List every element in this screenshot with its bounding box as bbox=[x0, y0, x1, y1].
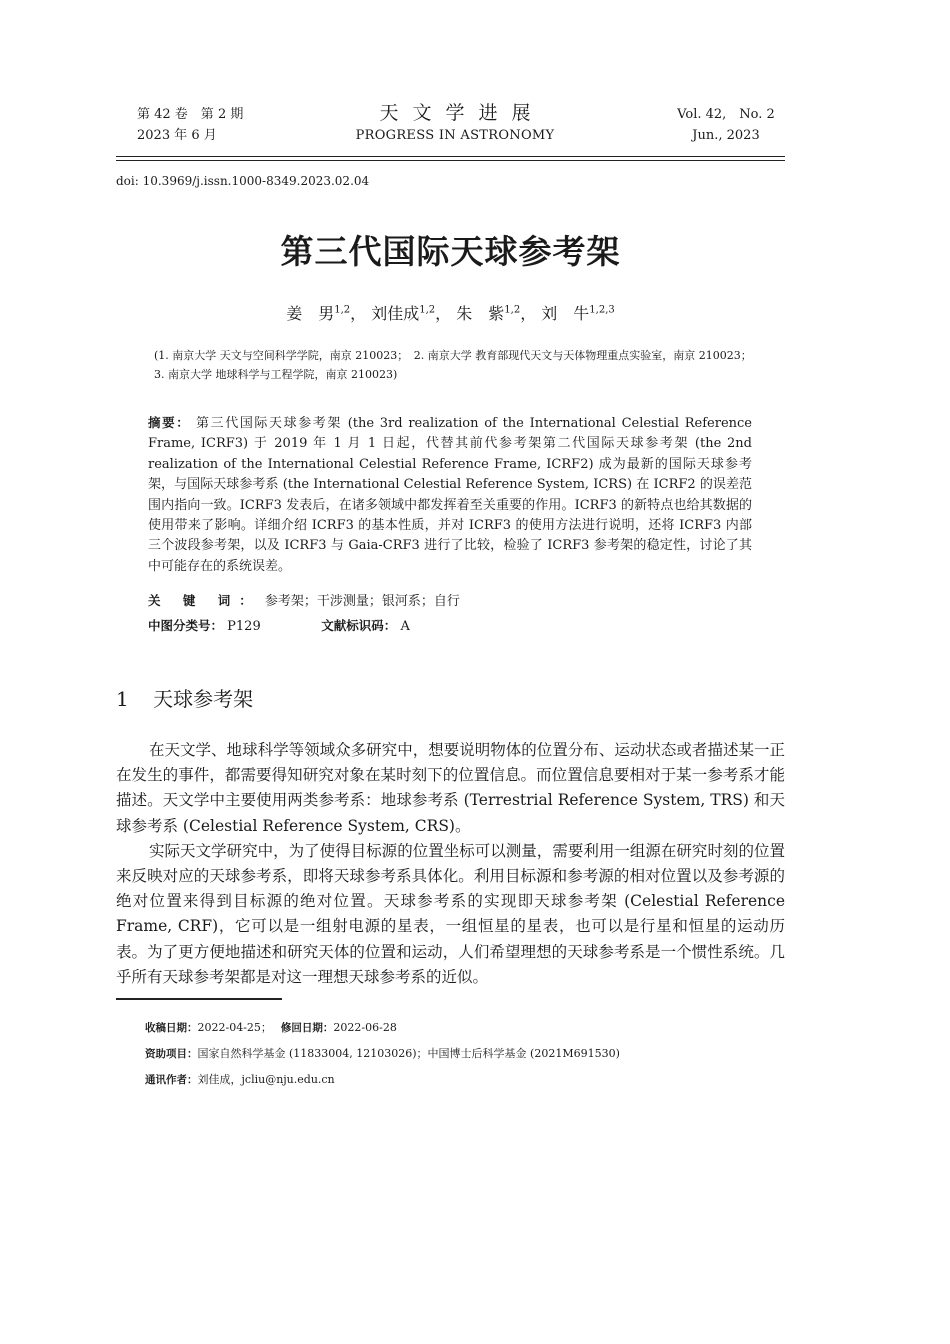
doc-code-value: A bbox=[400, 619, 410, 634]
body-text bbox=[116, 738, 785, 990]
author-list: 姜 男$^{1,2}$， 刘佳成$^{1,2}$， 朱 紫$^{1,2}$， 刘 牛$^{1,2,3}$ bbox=[286, 304, 615, 323]
received-label: 收稿日期： bbox=[145, 1022, 198, 1034]
header-right bbox=[676, 104, 776, 146]
keywords-text: 参考架；干涉测量；银河系；自行 bbox=[264, 594, 460, 609]
clc-label: 中图分类号： bbox=[148, 618, 224, 633]
abstract-label: 摘要： bbox=[148, 415, 191, 430]
author: 刘佳成$^{1,2}$ bbox=[371, 304, 436, 323]
abstract bbox=[148, 413, 752, 577]
footnote-dates bbox=[145, 1019, 397, 1035]
footnote-corresponding bbox=[145, 1071, 335, 1087]
paper-title: 第三代国际天球参考架 bbox=[280, 232, 621, 271]
author: 刘 牛$^{1,2,3}$ bbox=[541, 304, 615, 323]
author: 姜 男$^{1,2}$ bbox=[286, 304, 351, 323]
header-left bbox=[137, 104, 243, 146]
date-en: Jun., 2023 bbox=[692, 128, 760, 143]
footnote-funding bbox=[145, 1045, 620, 1061]
volume-en: Vol. 42, No. 2 bbox=[677, 107, 775, 122]
revised-date: 2022-06-28 bbox=[333, 1021, 397, 1034]
funding-text: 国家自然科学基金 (11833004, 12103026)；中国博士后科学基金 (2021M691530) bbox=[197, 1047, 620, 1060]
keywords bbox=[148, 590, 460, 609]
volume-issue: 第 42 卷 第 2 期 bbox=[137, 107, 244, 122]
classification bbox=[148, 616, 410, 634]
journal-name-en: PROGRESS IN ASTRONOMY bbox=[355, 128, 555, 143]
paragraph: 实际天文学研究中，为了使得目标源的位置坐标可以测量，需要利用一组源在研究时刻的位置来反映对应的天球参考系，即将天球参考系具体化。利用目标源和参考源的相对位置以及参考源的绝对位置来得到目标源的绝对位置。天球参考系的实现即天球参考架 (Celestial Reference Frame, CRF)，它可以是一组射电源的星表，一组恒星的星表，也可以是行星和恒星的运动历表。为了更方便地描述和研究天体的位置和运动，人们希望理想的天球参考系是一个惯性系统。几乎所有天球参考架都是对这一理想天球参考系的近似。 bbox=[116, 841, 785, 986]
header-rule-bottom bbox=[116, 160, 785, 161]
date-cn: 2023 年 6 月 bbox=[137, 128, 217, 143]
doc-code-label: 文献标识码： bbox=[321, 618, 397, 633]
header-rule-top bbox=[116, 156, 785, 157]
author: 朱 紫$^{1,2}$ bbox=[456, 304, 521, 323]
section-title: 天球参考架 bbox=[153, 687, 254, 711]
revised-label: 修回日期： bbox=[280, 1022, 334, 1034]
paragraph: 在天文学、地球科学等领域众多研究中，想要说明物体的位置分布、运动状态或者描述某一正在发生的事件，都需要得知研究对象在某时刻下的位置信息。而位置信息要相对于某一参考系才能描述。天文学中主要使用两类参考系：地球参考系 (Terrestrial Reference System, TRS) 和天球参考系 (Celestial Reference System, CRS)。 bbox=[116, 741, 785, 835]
section-heading bbox=[116, 683, 253, 712]
affiliations: (1. 南京大学 天文与空间科学学院，南京 210023； 2. 南京大学 教育部现代天文与天体物理重点实验室，南京 210023； 3. 南京大学 地球科学与工程学院，南京 210023) bbox=[154, 349, 758, 381]
abstract-text: 第三代国际天球参考架 (the 3rd realization of the International Celestial Reference Frame, ICRF3) 于 2019 年 1 月 1 日起，代替其前代参考架第二代国际天球参考架 (the 2nd realization of the International Celestial Reference Frame, ICRF2) 成为最新的国际天球参考架，与国际天球参考系 (the International Celestial Reference System, ICRS) 在 ICRF2 的误差范围内指向一致。ICRF3 发表后，在诸多领域中都发挥着至关重要的作用。ICRF3 的新特点也给其数据的使用带来了影响。详细介绍 ICRF3 的基本性质，并对 ICRF3 的使用方法进行说明，还将 ICRF3 内部三个波段参考架，以及 ICRF3 与 Gaia-CRF3 进行了比较，检验了 ICRF3 参考架的稳定性，讨论了其中可能存在的系统误差。 bbox=[148, 416, 752, 574]
received-date: 2022-04-25； bbox=[197, 1021, 267, 1034]
journal-name-cn: 天文学进展 bbox=[379, 102, 545, 124]
header-center bbox=[330, 100, 580, 146]
doi: doi: 10.3969/j.issn.1000-8349.2023.02.04 bbox=[116, 174, 370, 188]
footnote-rule bbox=[116, 998, 282, 1000]
section-number: 1 bbox=[116, 687, 129, 711]
funding-label: 资助项目： bbox=[145, 1048, 198, 1060]
corresponding-text: 刘佳成，jcliu@nju.edu.cn bbox=[197, 1073, 335, 1086]
corresponding-label: 通讯作者： bbox=[145, 1074, 198, 1086]
clc-value: P129 bbox=[227, 619, 261, 634]
keywords-label: 关 键 词： bbox=[148, 593, 261, 608]
